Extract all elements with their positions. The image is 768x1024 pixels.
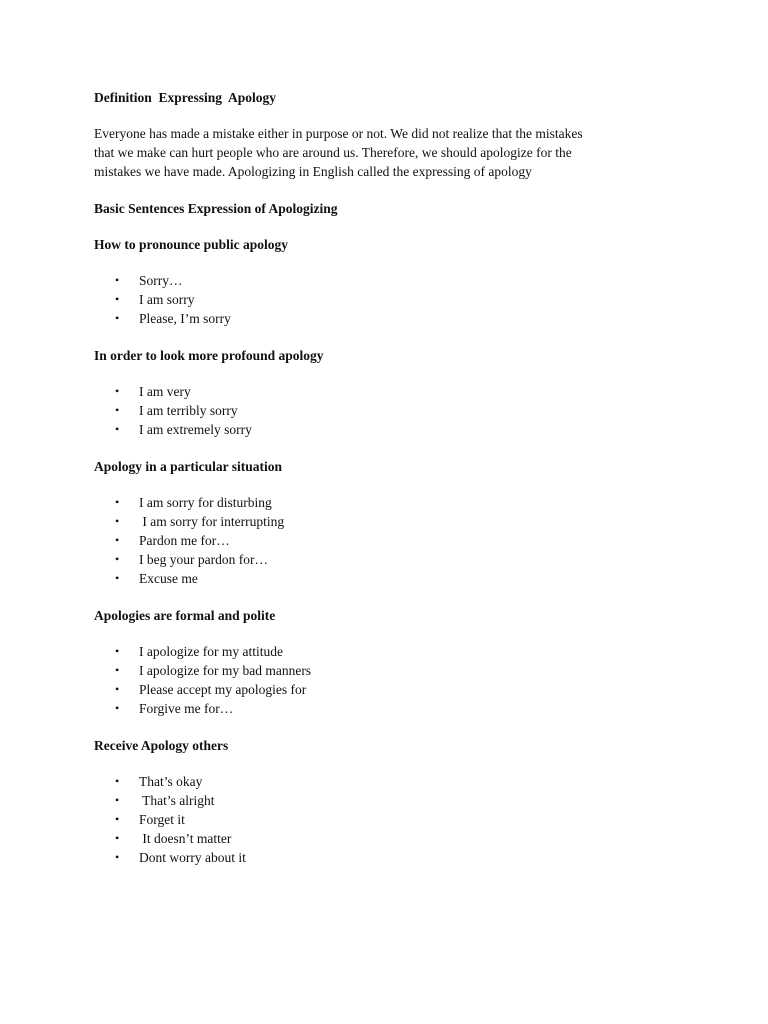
intro-line: mistakes we have made. Apologizing in English called the expressing of apology — [94, 164, 532, 179]
list-item — [94, 290, 708, 309]
list-item-text: Please, I’m sorry — [139, 311, 231, 326]
list-item-text: Sorry… — [139, 273, 183, 288]
list-item — [94, 680, 708, 699]
list-item — [94, 420, 708, 439]
list-item — [94, 848, 708, 867]
bullet-list-particular-situation — [94, 493, 708, 588]
bullet-icon: • — [115, 533, 120, 547]
bullet-icon: • — [115, 850, 120, 864]
list-item-text: That’s okay — [139, 774, 203, 789]
list-item-text: I am sorry — [139, 292, 195, 307]
list-item-text: I beg your pardon for… — [139, 552, 268, 567]
bullet-icon: • — [115, 701, 120, 715]
list-item-text: I am very — [139, 384, 191, 399]
list-item-text: Forgive me for… — [139, 701, 234, 716]
bullet-list-public-apology — [94, 271, 708, 328]
bullet-list-receive-apology — [94, 772, 708, 867]
bullet-icon: • — [115, 774, 120, 788]
section-heading-formal-polite: Apologies are formal and polite — [94, 608, 276, 623]
list-item-text: I am terribly sorry — [139, 403, 238, 418]
bullet-icon: • — [115, 682, 120, 696]
list-item — [94, 531, 708, 550]
bullet-icon: • — [115, 552, 120, 566]
list-item — [94, 512, 708, 531]
intro-line: that we make can hurt people who are around us. Therefore, we should apologize for the — [94, 145, 572, 160]
list-item — [94, 791, 708, 810]
bullet-icon: • — [115, 663, 120, 677]
bullet-icon: • — [115, 495, 120, 509]
list-item-text: Excuse me — [139, 571, 198, 586]
list-item-text: I am sorry for disturbing — [139, 495, 272, 510]
list-item — [94, 309, 708, 328]
list-item-text: I apologize for my attitude — [139, 644, 283, 659]
list-item-text: Dont worry about it — [139, 850, 246, 865]
list-item — [94, 810, 708, 829]
intro-paragraph — [94, 124, 708, 181]
bullet-icon: • — [115, 311, 120, 325]
bullet-icon: • — [115, 514, 120, 528]
list-item — [94, 271, 708, 290]
bullet-icon: • — [115, 273, 120, 287]
bullet-icon: • — [115, 384, 120, 398]
list-item-text: Please accept my apologies for — [139, 682, 307, 697]
list-item — [94, 382, 708, 401]
list-item-text: Forget it — [139, 812, 185, 827]
list-item-text: That’s alright — [139, 793, 215, 808]
document-title: Definition Expressing Apology — [94, 90, 277, 105]
section-heading-profound-apology: In order to look more profound apology — [94, 348, 324, 363]
list-item — [94, 661, 708, 680]
bullet-icon: • — [115, 644, 120, 658]
section-heading-particular-situation: Apology in a particular situation — [94, 459, 283, 474]
list-item-text: I am extremely sorry — [139, 422, 252, 437]
list-item — [94, 772, 708, 791]
list-item — [94, 569, 708, 588]
list-item — [94, 829, 708, 848]
list-item — [94, 493, 708, 512]
basic-sentences-heading: Basic Sentences Expression of Apologizing — [94, 201, 338, 216]
section-heading-receive-apology: Receive Apology others — [94, 738, 229, 753]
bullet-icon: • — [115, 831, 120, 845]
list-item-text: I apologize for my bad manners — [139, 663, 312, 678]
list-item-text: It doesn’t matter — [139, 831, 232, 846]
list-item-text: I am sorry for interrupting — [139, 514, 285, 529]
bullet-icon: • — [115, 292, 120, 306]
list-item — [94, 401, 708, 420]
bullet-icon: • — [115, 571, 120, 585]
list-item — [94, 642, 708, 661]
bullet-icon: • — [115, 422, 120, 436]
bullet-icon: • — [115, 812, 120, 826]
section-heading-public-apology: How to pronounce public apology — [94, 237, 289, 252]
bullet-list-profound-apology — [94, 382, 708, 439]
list-item — [94, 550, 708, 569]
bullet-list-formal-polite — [94, 642, 708, 718]
list-item — [94, 699, 708, 718]
bullet-icon: • — [115, 403, 120, 417]
bullet-icon: • — [115, 793, 120, 807]
list-item-text: Pardon me for… — [139, 533, 230, 548]
intro-line: Everyone has made a mistake either in purpose or not. We did not realize that the mistakes — [94, 126, 583, 141]
